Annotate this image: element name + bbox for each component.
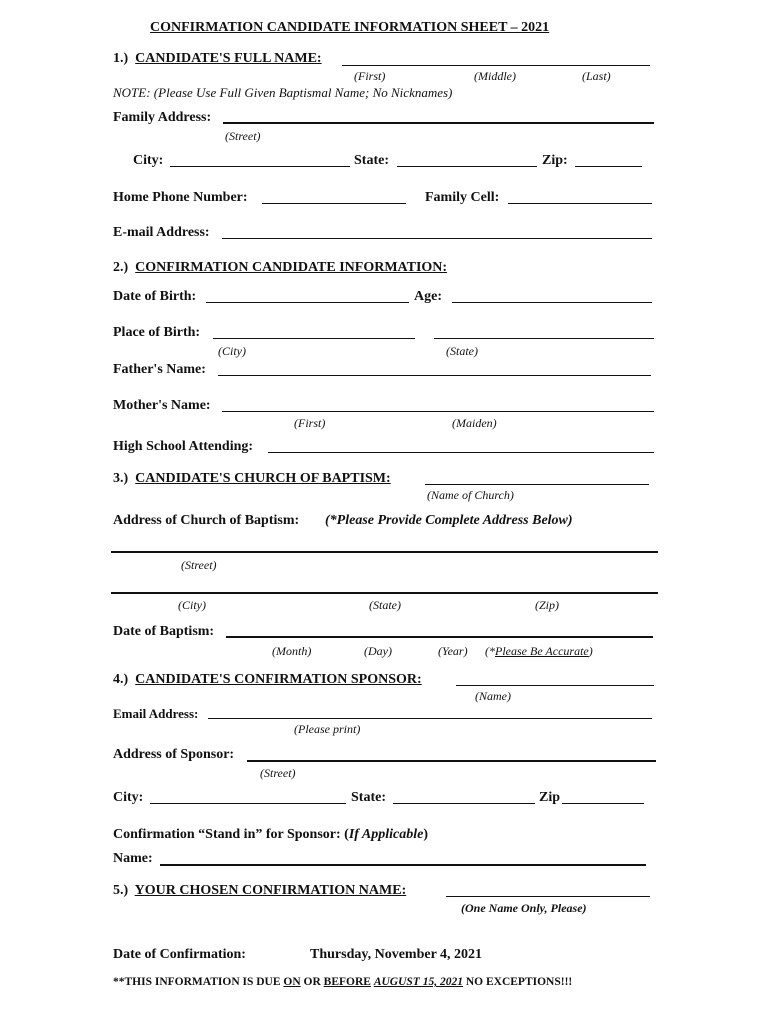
section1-title: CANDIDATE'S FULL NAME: (135, 51, 322, 66)
confirmation-name-field[interactable] (446, 896, 650, 897)
sponsor-address-field[interactable] (247, 760, 656, 762)
family-address-field[interactable] (223, 122, 654, 124)
home-phone-label: Home Phone Number: (113, 190, 248, 205)
confirmation-name-hint: (One Name Only, Please) (461, 901, 587, 915)
sponsor-address-label: Address of Sponsor: (113, 747, 235, 762)
hint-middle: (Middle) (474, 69, 516, 83)
pob-label: Place of Birth: (113, 325, 201, 340)
pob-state-field[interactable] (434, 338, 654, 339)
confirmation-date-value: Thursday, November 4, 2021 (310, 947, 483, 962)
sponsor-email-label: Email Address: (113, 706, 199, 721)
baptism-date-label: Date of Baptism: (113, 624, 215, 639)
church-name-field[interactable] (425, 484, 649, 485)
zip-field[interactable] (575, 166, 642, 167)
mother-maiden-hint: (Maiden) (452, 416, 497, 430)
sponsor-name-field[interactable] (456, 685, 654, 686)
father-field[interactable] (218, 375, 651, 376)
mother-label: Mother's Name: (113, 398, 211, 413)
family-cell-label: Family Cell: (425, 190, 500, 205)
church-address-label: Address of Church of Baptism: (113, 513, 300, 528)
zip-label: Zip: (542, 153, 568, 168)
baptism-month-hint: (Month) (272, 644, 312, 658)
family-address-label: Family Address: (113, 110, 212, 125)
home-phone-field[interactable] (262, 203, 406, 204)
church-street-hint: (Street) (181, 558, 217, 572)
section3-heading (113, 471, 391, 487)
standin-name-field[interactable] (160, 864, 646, 866)
section3-title: CANDIDATE'S CHURCH OF BAPTISM: (135, 471, 391, 486)
mother-first-hint: (First) (294, 416, 326, 430)
section3-number: 3.) (113, 471, 129, 486)
section5-title: YOUR CHOSEN CONFIRMATION NAME: (134, 883, 407, 898)
page-title: CONFIRMATION CANDIDATE INFORMATION SHEET – 2021 (150, 20, 550, 35)
church-street-field[interactable] (111, 551, 658, 553)
family-cell-field[interactable] (508, 203, 652, 204)
state-label: State: (354, 153, 389, 168)
pob-city-field[interactable] (213, 338, 415, 339)
sponsor-zip-label: Zip (539, 790, 561, 805)
sponsor-print-hint: (Please print) (294, 722, 361, 736)
sponsor-state-field[interactable] (393, 803, 535, 804)
sponsor-name-hint: (Name) (475, 689, 511, 703)
city-field[interactable] (170, 166, 350, 167)
section4-heading (113, 672, 422, 688)
mother-maiden-field[interactable] (472, 411, 654, 412)
father-label: Father's Name: (113, 362, 206, 377)
age-label: Age: (414, 289, 442, 304)
sponsor-zip-field[interactable] (562, 803, 644, 804)
section4-title: CANDIDATE'S CONFIRMATION SPONSOR: (135, 672, 422, 687)
sponsor-street-hint: (Street) (260, 766, 296, 780)
section1-heading (113, 51, 322, 67)
family-street-hint: (Street) (225, 129, 261, 143)
section5-number: 5.) (113, 883, 129, 898)
high-school-label: High School Attending: (113, 439, 254, 454)
dob-label: Date of Birth: (113, 289, 197, 304)
section2-number: 2.) (113, 260, 129, 275)
full-name-field[interactable] (342, 65, 650, 66)
sponsor-email-field[interactable] (208, 718, 652, 719)
section4-number: 4.) (113, 672, 129, 687)
dob-field[interactable] (206, 302, 409, 303)
church-city-hint: (City) (178, 598, 206, 612)
church-city-state-zip-field[interactable] (111, 592, 658, 594)
church-zip-hint: (Zip) (535, 598, 559, 612)
standin-label: Confirmation “Stand in” for Sponsor: (If Applicable) (113, 827, 429, 842)
pob-city-hint: (City) (218, 344, 246, 358)
age-field[interactable] (452, 302, 652, 303)
section2-title: CONFIRMATION CANDIDATE INFORMATION: (135, 260, 448, 275)
sponsor-city-label: City: (113, 790, 144, 805)
confirmation-date-label: Date of Confirmation: (113, 947, 246, 962)
mother-first-field[interactable] (222, 411, 472, 412)
baptism-date-field[interactable] (226, 636, 653, 638)
baptism-day-hint: (Day) (364, 644, 392, 658)
section1-number: 1.) (113, 51, 129, 66)
church-name-hint: (Name of Church) (427, 488, 514, 502)
standin-name-label: Name: (113, 851, 153, 866)
sponsor-city-field[interactable] (150, 803, 346, 804)
section2-heading (113, 260, 447, 276)
section5-heading (113, 883, 406, 899)
baptism-year-hint: (Year) (438, 644, 468, 658)
church-state-hint: (State) (369, 598, 401, 612)
sponsor-state-label: State: (351, 790, 386, 805)
hint-first: (First) (354, 69, 386, 83)
baptism-accurate-note: (*Please Be Accurate) (485, 644, 593, 658)
high-school-field[interactable] (268, 452, 654, 453)
church-address-note: (*Please Provide Complete Address Below) (325, 513, 573, 528)
email-field[interactable] (222, 238, 652, 239)
city-label: City: (133, 153, 164, 168)
baptismal-name-note: NOTE: (Please Use Full Given Baptismal Name; No Nicknames) (113, 85, 453, 100)
due-notice: **THIS INFORMATION IS DUE ON OR BEFORE AUGUST 15, 2021 NO EXCEPTIONS!!! (113, 976, 573, 988)
hint-last: (Last) (582, 69, 611, 83)
state-field[interactable] (397, 166, 537, 167)
email-label: E-mail Address: (113, 225, 210, 240)
pob-state-hint: (State) (446, 344, 478, 358)
